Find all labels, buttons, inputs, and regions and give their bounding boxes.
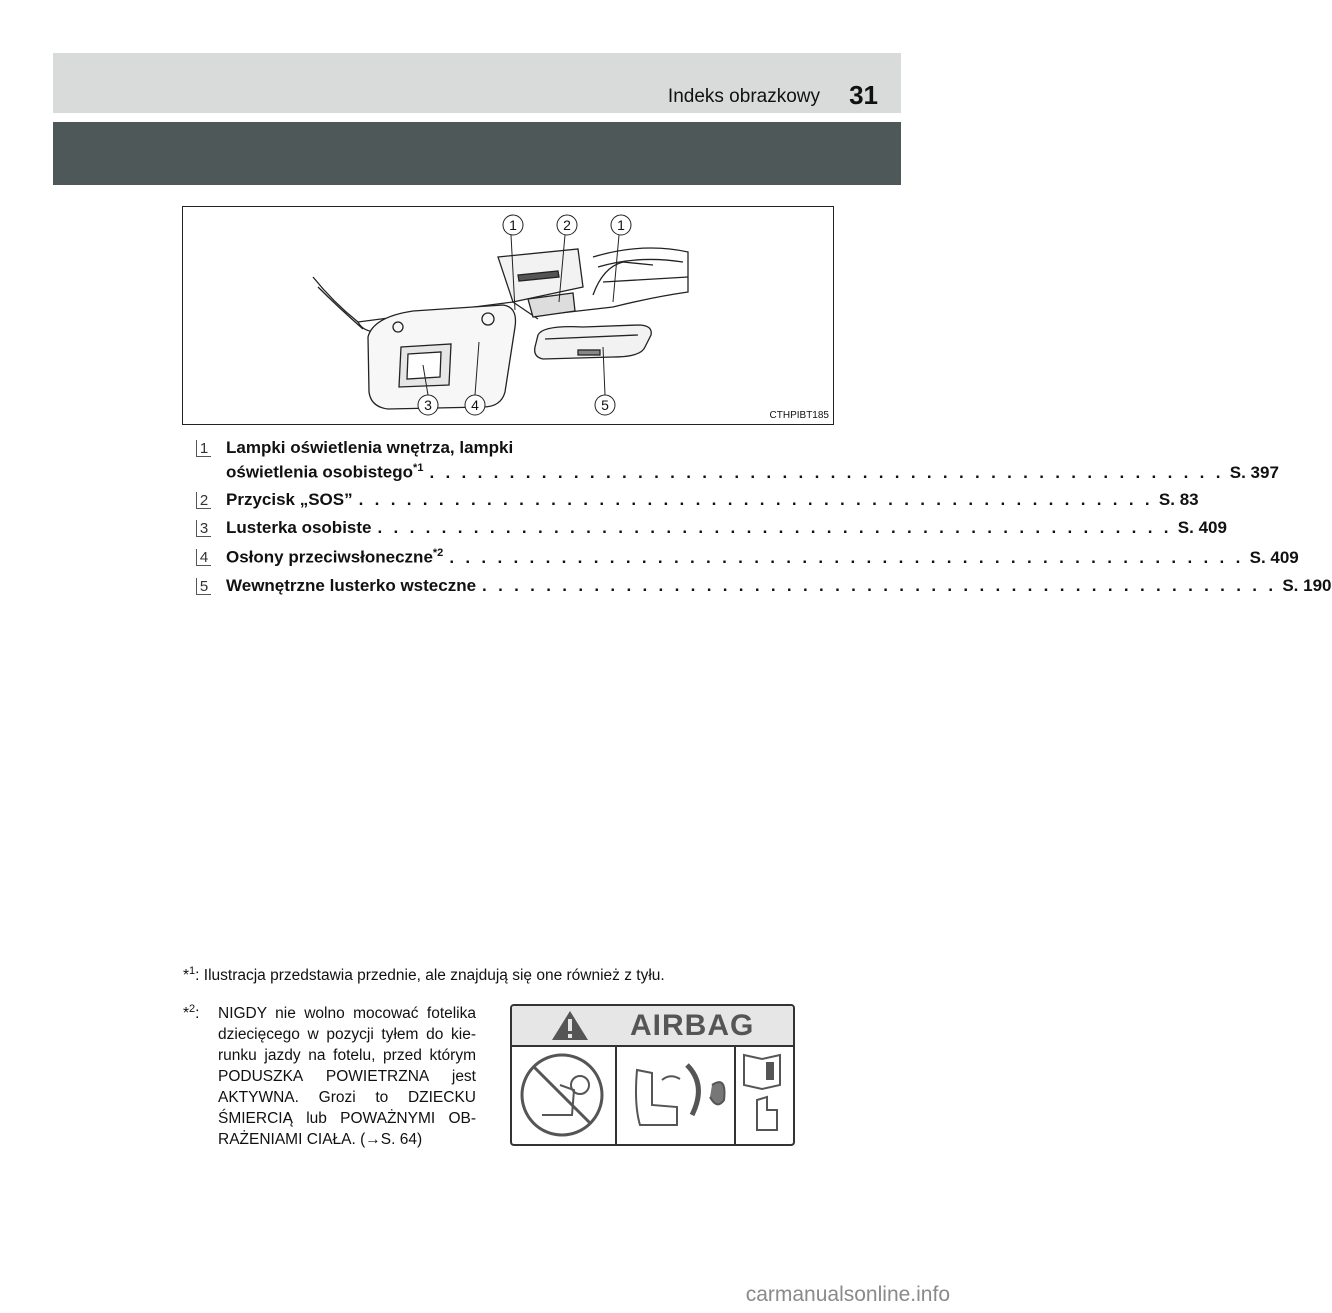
- seat-airbag-icon: [636, 1065, 725, 1125]
- leader-dots: . . . . . . . . . . . . . . . . . . . . . . . . . . . . . . . . . . . . . . . . . . . . . . . . . .: [449, 547, 1244, 567]
- page-reference: S. 190: [1282, 576, 1332, 595]
- callout-1b: 1: [617, 217, 625, 233]
- leader-dots: . . . . . . . . . . . . . . . . . . . . . . . . . . . . . . . . . . . . . . . . . . . . . . . . . .: [358, 490, 1153, 509]
- footnote-1: *$^1$: Ilustracja przedstawia przednie, ale znajdują się one również z tyłu.: [183, 965, 665, 985]
- airbag-label-header: [512, 1006, 793, 1047]
- entry-label-line1: Lampki oświetlenia wnętrza, lampki: [226, 438, 514, 457]
- entry-label: Wewnętrzne lusterko wsteczne: [226, 576, 477, 595]
- callout-4: 4: [471, 397, 479, 413]
- no-rear-facing-seat-icon: [522, 1055, 602, 1135]
- airbag-pictograms: [512, 1045, 793, 1144]
- footnote-2-text: NIGDY nie wolno mocować fotelika dziecięcego w pozycji tyłem do kie-runku jazdy na fotelu, przed którym PODUSZKA POWIETRZNA jest AKTYWNA. Grozi to DZIECKU ŚMIERCIĄ lub POWAŻNYMI OB-RAŻENIAMI CIAŁA. (→S. 64): [218, 1005, 476, 1148]
- airbag-title: AIRBAG: [630, 1009, 755, 1042]
- watermark: carmanualsonline.info: [745, 1283, 950, 1306]
- section-banner: [53, 122, 901, 185]
- callout-1a: 1: [509, 217, 517, 233]
- entry-number: 1: [196, 440, 211, 457]
- section-title: Indeks obrazkowy: [667, 86, 820, 107]
- footnote-2-mark: *$^2$:: [183, 1003, 200, 1023]
- page-number: 31: [849, 80, 878, 110]
- page-reference: S. 409: [1249, 547, 1299, 567]
- callout-5: 5: [601, 397, 609, 413]
- leader-dots: . . . . . . . . . . . . . . . . . . . . . . . . . . . . . . . . . . . . . . . . . . . . . . . . . .: [429, 462, 1224, 482]
- entry-label: Osłony przeciwsłoneczne$^{*2}$: [226, 547, 444, 567]
- entry-number: 3: [196, 520, 211, 537]
- interior-illustration: [182, 206, 834, 425]
- entry-number: 5: [196, 578, 211, 595]
- page-reference: S. 397: [1229, 462, 1279, 482]
- callout-3: 3: [424, 397, 432, 413]
- leader-dots: . . . . . . . . . . . . . . . . . . . . . . . . . . . . . . . . . . . . . . . . . . . . . . . . . .: [482, 576, 1277, 595]
- airbag-warning-label: [510, 1004, 795, 1146]
- overhead-console-drawing: [183, 207, 833, 424]
- entry-label: Lusterka osobiste: [226, 518, 372, 537]
- figure-code: CTHPIBT185: [769, 410, 829, 421]
- warning-triangle-icon: [540, 1006, 600, 1045]
- leader-dots: . . . . . . . . . . . . . . . . . . . . . . . . . . . . . . . . . . . . . . . . . . . . . . . . . .: [377, 518, 1172, 537]
- entry-label: oświetlenia osobistego$^{*1}$: [226, 462, 424, 482]
- page-reference: S. 83: [1158, 490, 1199, 509]
- entry-label: Przycisk „SOS”: [226, 490, 353, 509]
- entry-number: 4: [196, 549, 211, 566]
- callout-2: 2: [563, 217, 571, 233]
- entry-number: 2: [196, 492, 211, 509]
- page-reference: S. 409: [1177, 518, 1227, 537]
- read-manual-icon: [744, 1055, 780, 1130]
